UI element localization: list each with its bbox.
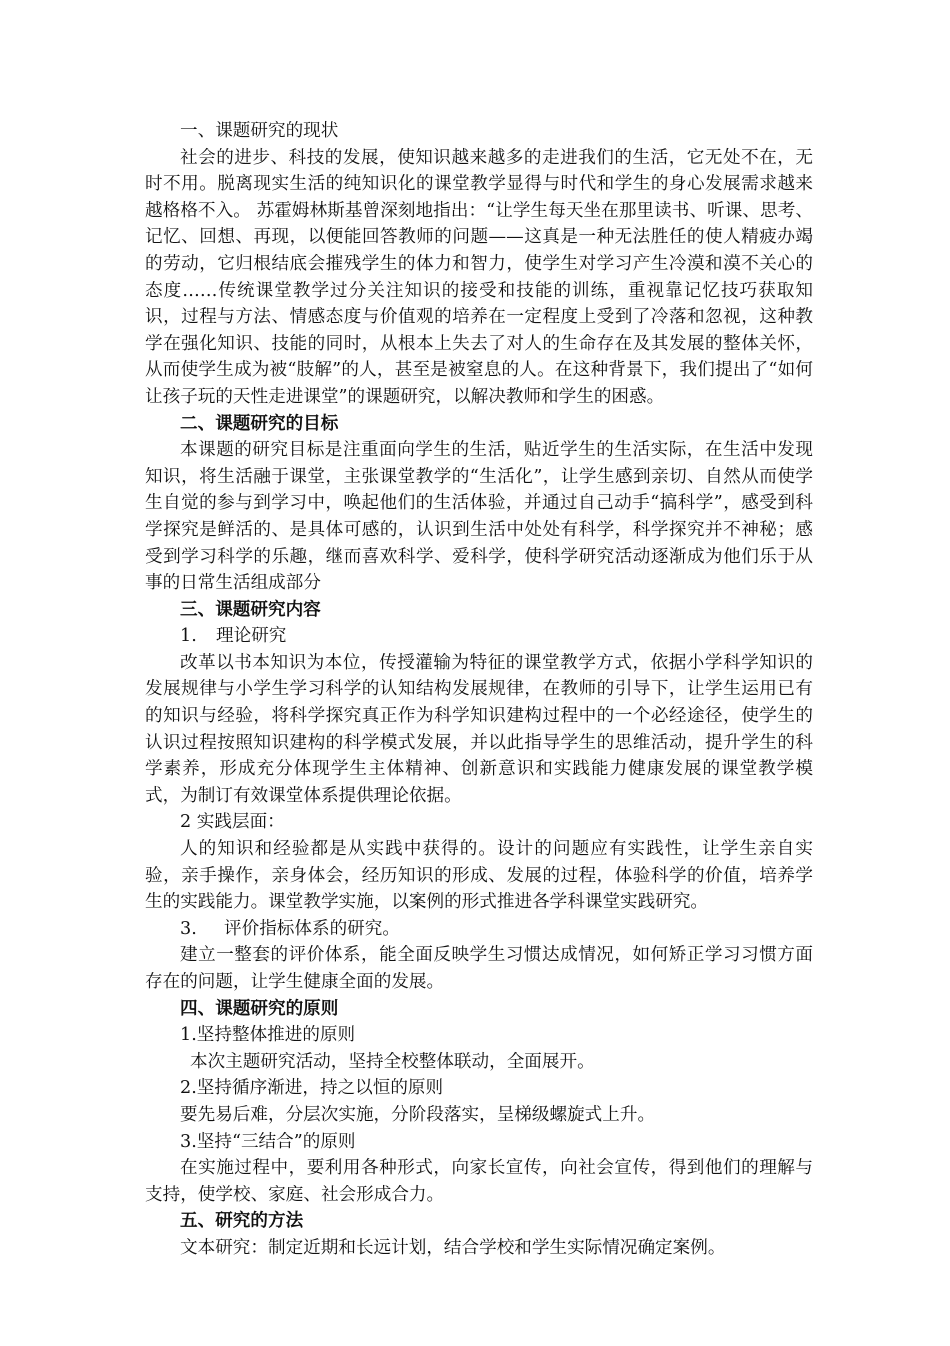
section-1-heading: 一、课题研究的现状 <box>180 121 339 141</box>
section-3-heading: 三、课题研究内容 <box>180 598 321 620</box>
section-3-item-2-body: 人的知识和经验都是从实践中获得的。设计的问题应有实践性，让学生亲自实验，亲手操作，亲身体会，经历知识的形成、发展的过程，体验科学的价值，培养学生的实践能力。课堂教学实施，以案例的形式推进各学科课堂实践研究。 <box>145 839 813 913</box>
section-1-body: 社会的进步、科技的发展，使知识越来越多的走进我们的生活，它无处不在，无时不用。脱离现实生活的纯知识化的课堂教学显得与时代和学生的身心发展需求越来越格格不入。 苏霍姆林斯基曾深刻地指出：“让学生每天坐在那里读书、听课、思考、记忆、回想、再现，以便能回答教师的问题——这真是一种无法胜任的使人精疲办竭的劳动，它归根结底会摧残学生的体力和智力，使学生对学习产生冷漠和漠不关心的态度……传统课堂教学过分关注知识的接受和技能的训练，重视靠记忆技巧获取知识，过程与方法、情感态度与价值观的培养在一定程度上受到了冷落和忽视，这种教学在强化知识、技能的同时，从根本上失去了对人的生命存在及其发展的整体关怀，从而使学生成为被“肢解”的人，甚至是被窒息的人。在这种背景下，我们提出了“如何让孩子玩的天性走进课堂”的课题研究，以解决教师和学生的困惑。 <box>145 147 813 407</box>
section-4-principle-1-title: 1.坚持整体推进的原则 <box>180 1025 356 1046</box>
section-4-principle-3-title: 3.坚持“三结合”的原则 <box>180 1131 356 1152</box>
section-2-heading: 二、课题研究的目标 <box>180 412 339 434</box>
section-3-item-3-title <box>145 916 813 943</box>
section-4-principle-2-title: 2.坚持循序渐进，持之以恒的原则 <box>180 1078 444 1099</box>
section-4-principle-1-body: 本次主题研究活动，坚持全校整体联动，全面展开。 <box>190 1051 595 1072</box>
section-4-heading: 四、课题研究的原则 <box>180 997 339 1019</box>
section-3-item-3-body: 建立一整套的评价体系，能全面反映学生习惯达成情况，如何矫正学习习惯方面存在的问题，让学生健康全面的发展。 <box>145 945 813 992</box>
section-3-item-3-number: 3. <box>180 918 197 939</box>
section-4-principle-3-body: 在实施过程中，要利用各种形式，向家长宣传，向社会宣传，得到他们的理解与支持，使学校、家庭、社会形成合力。 <box>145 1158 813 1205</box>
section-5-heading: 五、研究的方法 <box>180 1210 304 1232</box>
section-5-body: 文本研究：制定近期和长远计划，结合学校和学生实际情况确定案例。 <box>180 1237 726 1258</box>
section-3-item-2-title: 2 实践层面： <box>180 812 285 833</box>
section-3-item-1-label: 理论研究 <box>216 626 287 647</box>
section-3-item-1-title <box>145 623 813 650</box>
section-4-principle-2-body: 要先易后难，分层次实施，分阶段落实，呈梯级螺旋式上升。 <box>180 1104 656 1125</box>
document-page <box>145 118 813 1262</box>
section-3-item-3-label: 评价指标体系的研究。 <box>224 918 400 939</box>
section-3-item-1-number: 1. <box>180 626 197 647</box>
section-2-body: 本课题的研究目标是注重面向学生的生活，贴近学生的生活实际，在生活中发现知识，将生活融于课堂，主张课堂教学的“生活化”，让学生感到亲切、自然从而使学生自觉的参与到学习中，唤起他们的生活体验，并通过自己动手“搞科学”，感受到科学探究是鲜活的、是具体可感的，认识到生活中处处有科学，科学探究并不神秘；感受到学习科学的乐趣，继而喜欢科学、爱科学，使科学研究活动逐渐成为他们乐于从事的日常生活组成部分 <box>145 440 813 594</box>
section-3-item-1-body: 改革以书本知识为本位，传授灌输为特征的课堂教学方式，依据小学科学知识的发展规律与小学生学习科学的认知结构发展规律，在教师的引导下，让学生运用已有的知识与经验，将科学探究真正作为科学知识建构过程中的一个必经途径，使学生的认识过程按照知识建构的科学模式发展，并以此指导学生的思维活动，提升学生的科学素养，形成充分体现学生主体精神、创新意识和实践能力健康发展的课堂教学模式，为制订有效课堂体系提供理论依据。 <box>145 652 813 806</box>
